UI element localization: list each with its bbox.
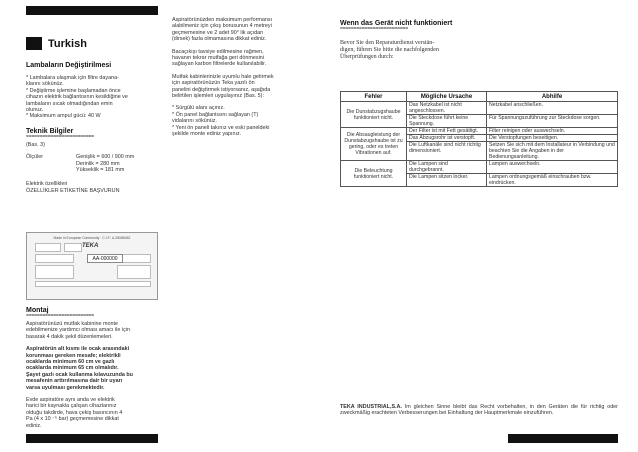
text-line: geçmemesine ve 2 adet 90° lik açıdan [172, 29, 264, 36]
dimension-value: Yükseklik = 181 mm [76, 167, 125, 174]
fix-cell: Netzkabel anschließen. [487, 102, 618, 115]
montaj-pressure-note [26, 397, 158, 429]
step-line: * Sürgülü alanı açınız. [172, 105, 225, 112]
cause-cell: Das Netzkabel ist nicht angeschlossen. [407, 102, 487, 115]
electrical-line: ÖZELLİKLER ETİKETİNE BAŞVURUN [26, 187, 120, 194]
text-line: (dirsek) fazla olmamasına dikkat ediniz. [172, 36, 267, 43]
duct-paragraph [172, 17, 332, 43]
fix-cell: Lampen ordnungsgemäß einschrauben bzw. eindrücken. [487, 174, 618, 187]
section-rule: ========================= [26, 314, 94, 319]
fix-cell: Die Verstopfungen beseitigen. [487, 135, 618, 142]
lamp-line: * Maksimum ampul gücü: 40 W [26, 113, 101, 120]
section-rule: ========================= [26, 134, 94, 140]
column-turkish-left [26, 62, 158, 194]
montaj-line: edebilmenize yardımcı olması amacı ile için [26, 327, 130, 334]
warning-line: varsa uyulması gerekmektedir. [26, 384, 105, 391]
fault-cell: Die Beleuchtung funktioniert nicht. [341, 161, 407, 187]
column-turkish-middle [172, 17, 332, 138]
front-panel-paragraph [172, 74, 332, 100]
fix-cell: Für Spannungszuführung zur Steckdose sorgen. [487, 115, 618, 128]
montaj-section [26, 307, 158, 429]
troubleshooting-title: Wenn das Gerät nicht funktioniert [340, 20, 453, 27]
intro-line: Überprüfungen durch: [340, 54, 394, 60]
lamp-line: olunuz. [26, 107, 44, 114]
step-line: * Ön panel bağlantısını sağlayan (T) [172, 111, 259, 118]
cause-cell: Das Abzugsrohr ist verstopft. [407, 135, 487, 142]
plate-header: Made in European Community · C.I.F.: A-28088462 [53, 236, 131, 240]
montaj-distance-warning [26, 346, 158, 391]
column-header: Mögliche Ursache [407, 92, 487, 102]
table-row [341, 161, 618, 174]
text-line: alabilmeniz için çıkış borusunun 4 metreyi [172, 23, 272, 30]
montaj-line: basarak 4 dakik şekil düzenlemeleri. [26, 333, 113, 340]
section-rule: ========================= [340, 27, 408, 32]
lamp-line: lambaların sıcak olmadığından emin [26, 100, 113, 107]
cause-cell: Die Lampen sitzen locker. [407, 174, 487, 187]
company-name: TEKA INDUSTRIAL,S.A. [340, 404, 402, 410]
tech-section-title: Teknik Bilgiler [26, 127, 74, 135]
bottom-left-bar [26, 434, 158, 443]
table-header-row [341, 92, 618, 102]
pressure-line: Pa (4 x 10 ⁻⁵ bar) geçmemesine dikkat [26, 416, 119, 423]
pressure-line: Evde aspiratöre aynı anda ve elektrik [26, 397, 115, 404]
dimension-value: Derinlik = 280 mm [76, 160, 120, 167]
pressure-line: harici bir kaynakla çalışan cihazlarınız [26, 403, 117, 410]
legal-text: Im gleichen Sinne bleibt das Recht vorbehalten, in den Geräten die für richtig oder zweckmäßig erachteten Verbesserungen bei Einhaltung der Hauptmerkmale einzuführen. [340, 404, 618, 417]
troubleshooting-table [340, 91, 618, 187]
pressure-line: olduğu takdirde, hava çekiş basıncının 4 [26, 409, 123, 416]
panel-steps [172, 105, 332, 137]
troubleshooting-intro [340, 40, 480, 61]
text-line: için aspiratörünüzün Teka yazılı ön [172, 80, 255, 87]
plate-model: AA-000000 [87, 254, 123, 263]
text-line: belirtilen işlemleri uygulayınız (Bas. 5): [172, 93, 264, 100]
text-line: havanın tekrar mutfağa geri dönmesini [172, 55, 264, 62]
warning-line: ocaklarda minimum 60 cm ve gazlı [26, 359, 115, 366]
text-line: sağlayan karbon filtrelerde kullanılabilir. [172, 61, 267, 68]
montaj-title: Montaj [26, 307, 49, 314]
table-row [341, 102, 618, 115]
text-line: Bacaçıkışı tavsiye edilmesine rağmen, [172, 48, 264, 55]
intro-line: Bevor Sie den Reparaturdienst verstän- [340, 40, 435, 46]
electrical-line: Elektrik özellikleri [26, 181, 68, 188]
table-row [341, 128, 618, 135]
warning-line: Aspiratörün alt kısmı ile ocak arasındaki [26, 346, 130, 353]
language-tab [26, 35, 158, 52]
plate-brand: TEKA [82, 243, 99, 249]
legal-footer [340, 404, 618, 417]
montaj-intro [26, 321, 158, 340]
lamp-line: cihazın elektrik bağlantısının kesildiğine ve [26, 94, 128, 101]
dimension-value: Genişlik = 600 / 900 mm [76, 154, 135, 161]
lamp-section-title: Lambaların Değiştirilmesi [26, 62, 112, 69]
montaj-line: Aspiratörünüzü mutfak kabinine monte [26, 321, 118, 327]
column-header: Fehler [341, 92, 407, 102]
fix-cell: Lampen auswechseln. [487, 161, 618, 174]
text-line: Mutfak kabinlerinizle uyumlu hale getirmek [172, 73, 274, 80]
fault-cell: Die Dunstabzugshaube funktioniert nicht. [341, 102, 407, 128]
warning-line: Şayet gazlı ocak kullanma kılavuzunda bu [26, 371, 133, 378]
fault-cell: Die Absaugleistung der Dunstabzugshaube ist zu gering, oder es treten Vibrationen auf. [341, 128, 407, 161]
cause-cell: Die Luftkanäle sind nicht richtig dimensioniert. [407, 142, 487, 161]
warning-line: ocaklarda minimum 65 cm olmalıdır. [26, 365, 119, 372]
lamp-line: * Lambalara ulaşmak için filtre dayana- [26, 75, 119, 81]
dimensions-block [26, 154, 158, 173]
warning-line: korunması gereken mesafe; elektrikli [26, 352, 121, 359]
step-line: * Yeni ön paneli takınız ve eski paneldeki [172, 124, 270, 131]
step-line: şekilde monte ediniz yapınız. [172, 131, 242, 138]
cause-cell: Die Lampen sind durchgebrannt. [407, 161, 487, 174]
lamp-line: * Değiştirme işlemine başlamadan önce [26, 87, 121, 94]
language-label: Turkish [48, 37, 87, 50]
dimensions-label: Ölçüler [26, 154, 44, 161]
column-header: Abhilfe [487, 92, 618, 102]
top-left-bar [26, 6, 158, 15]
carbon-filter-paragraph [172, 49, 332, 68]
intro-line: digen, führen Sie bitte die nachfolgenden [340, 47, 439, 53]
text-line: Aspiratörünüzden maksimum performansı [172, 17, 273, 23]
pressure-line: ediniz. [26, 422, 42, 429]
rating-plate-image [26, 232, 158, 300]
step-line: vidalarını sökünüz. [172, 118, 217, 125]
lamp-line: klarını sökünüz. [26, 81, 64, 88]
column-german [340, 20, 618, 61]
lamp-instructions [26, 75, 158, 120]
cause-cell: Der Filter ist mit Fett gesättigt. [407, 128, 487, 135]
electrical-note [26, 181, 158, 194]
warning-line: mesafenin arttırılmasına dair bir uyarı [26, 378, 123, 385]
fix-cell: Setzen Sie sich mit dem Installateur in Verbindung und beachten Sie die Angaben in der Bedienungsanleitung. [487, 142, 618, 161]
cause-cell: Die Steckdose führt keine Spannung. [407, 115, 487, 128]
tech-reference: (Bas. 3) [26, 141, 45, 148]
text-line: panelini değiştirmek istiyorsanız, aşağıda [172, 86, 271, 93]
fix-cell: Filter reinigen oder auswechseln. [487, 128, 618, 135]
bottom-right-bar [508, 434, 618, 443]
language-marker-icon [26, 37, 42, 50]
